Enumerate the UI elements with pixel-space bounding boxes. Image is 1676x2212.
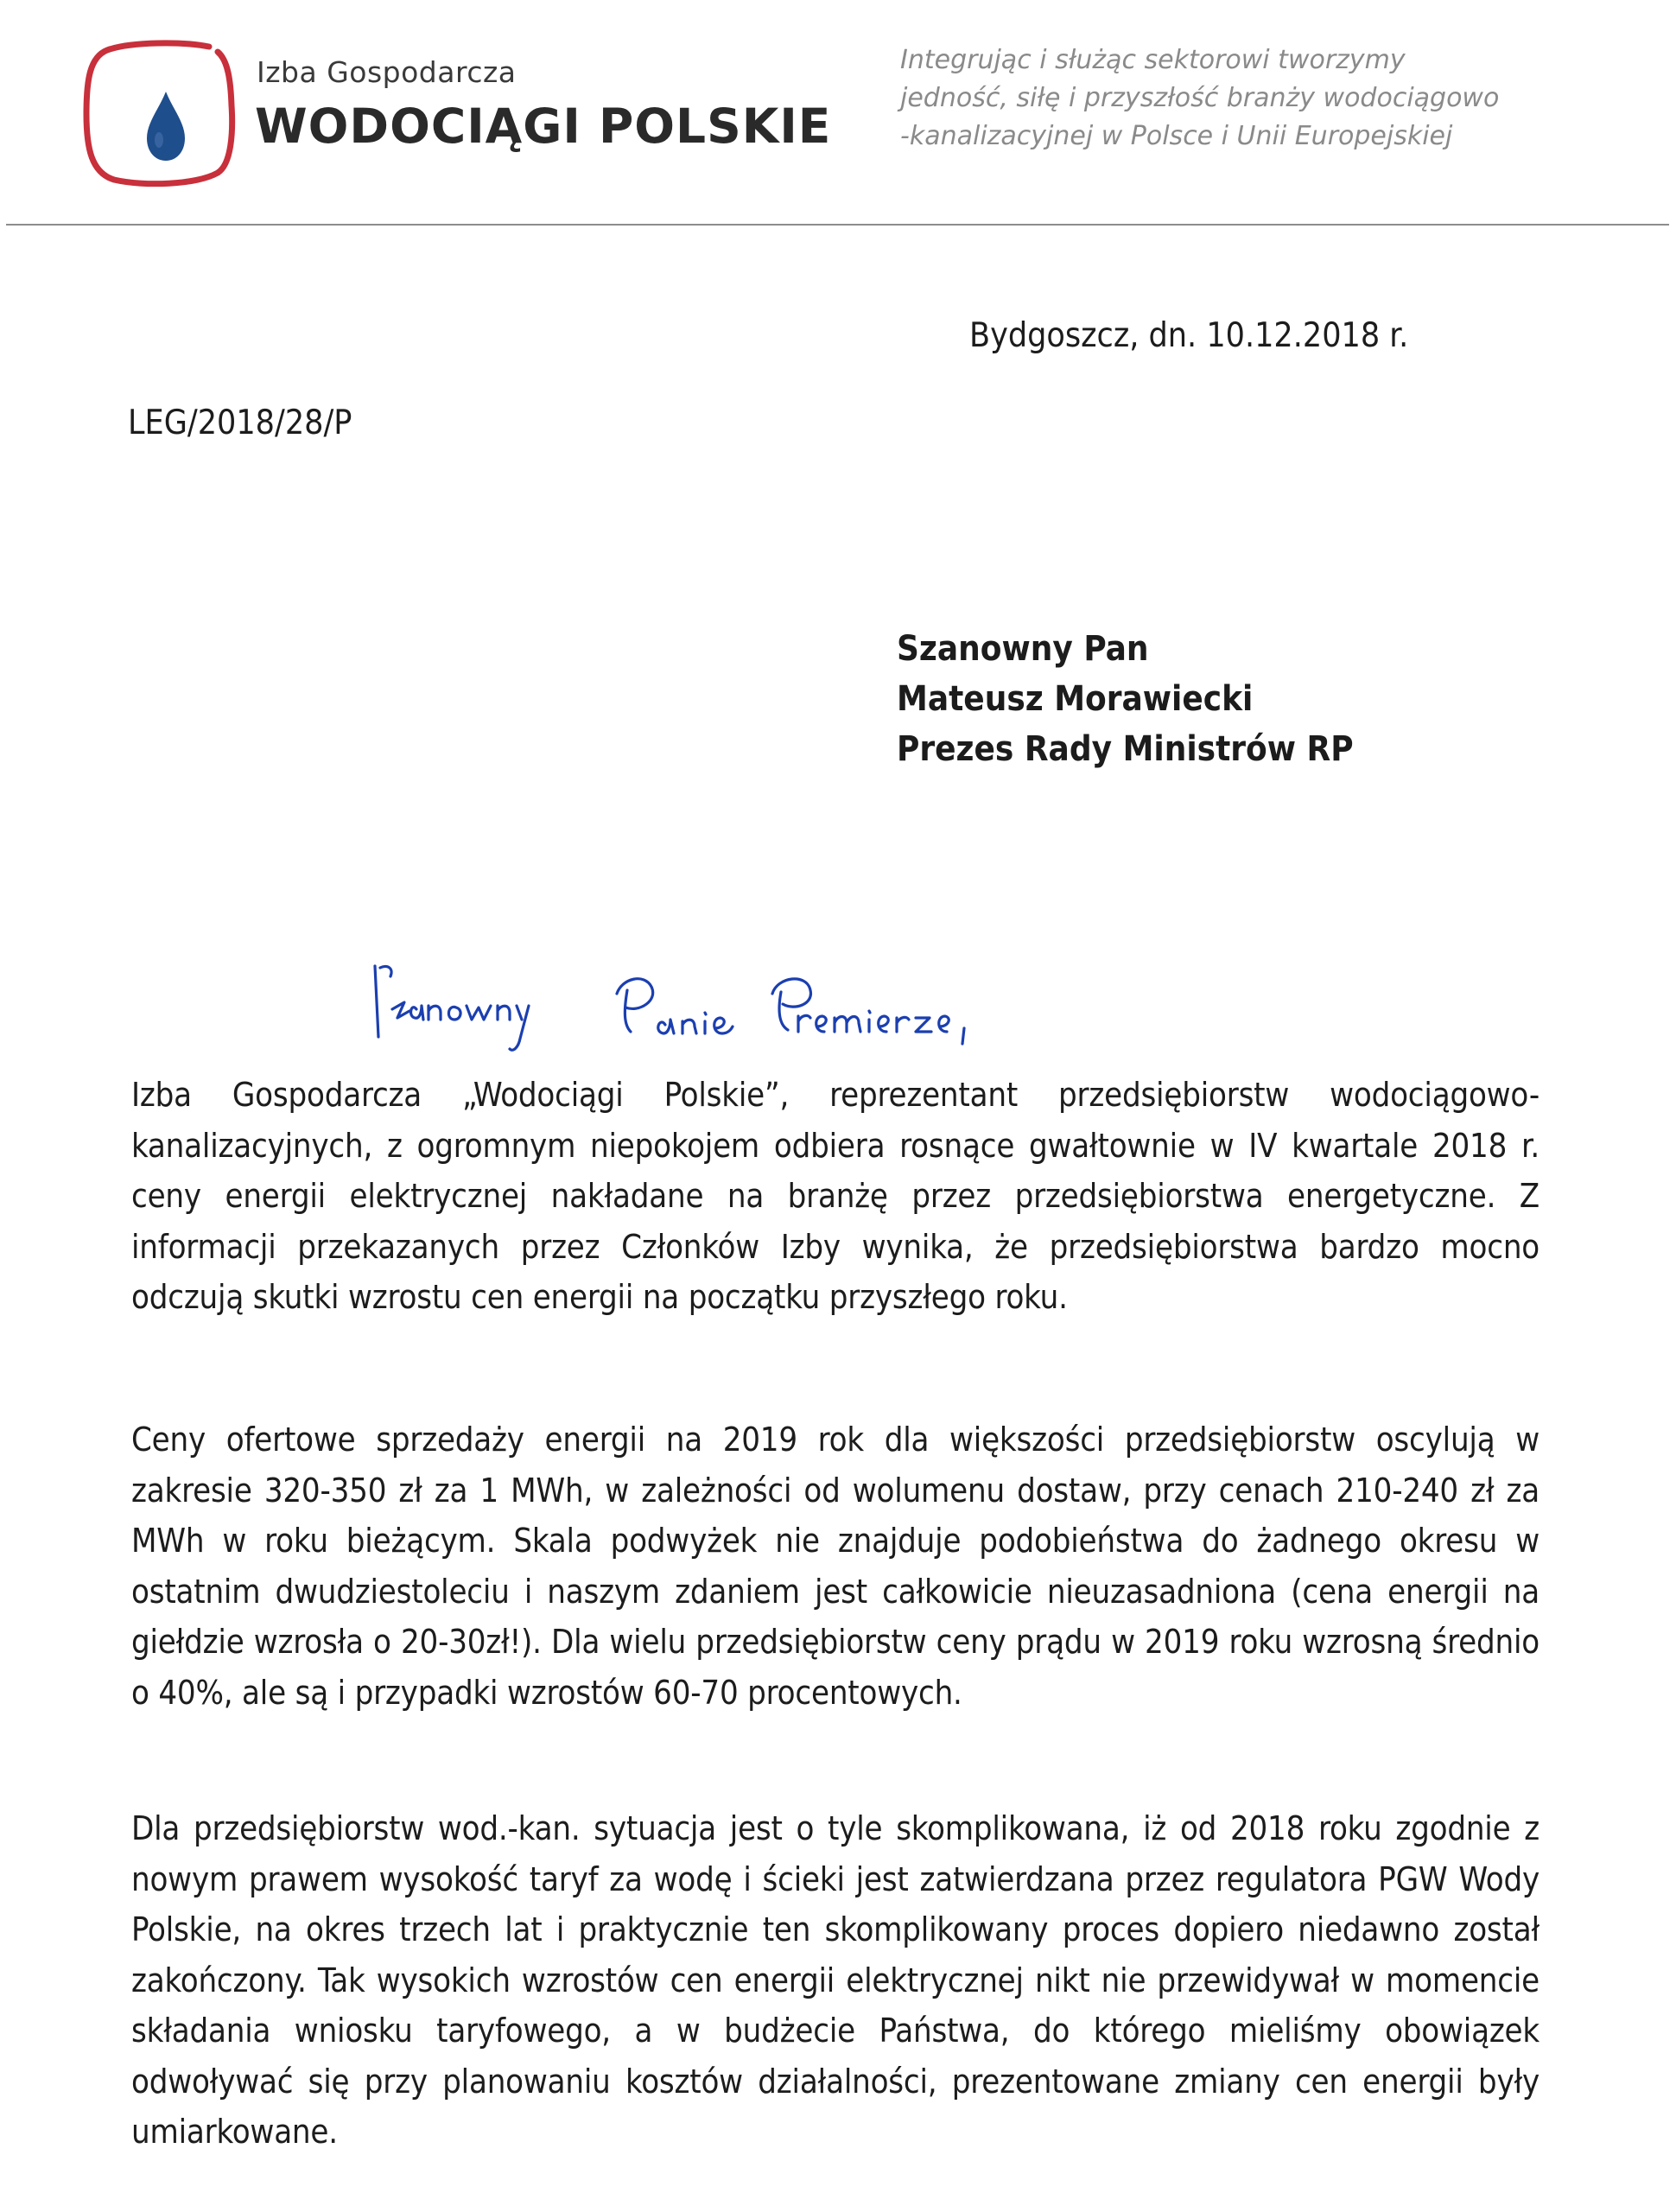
place-date: Bydgoszcz, dn. 10.12.2018 r.	[969, 316, 1409, 355]
letter-paragraph: Dla przedsiębiorstw wod.-kan. sytuacja jest o tyle skomplikowana, iż od 2018 roku zgodnie z nowym prawem wysokość taryf za wodę i ścieki jest zatwierdzana przez regulatora PGW Wody Polskie, na okres trzech lat i praktycznie ten skomplikowany proces dopiero niedawno został zakończony. Tak wysokich wzrostów cen energii elektrycznej nikt nie przewidywał w momencie składania wniosku taryfowego, a w budżecie Państwa, do którego mieliśmy obowiązek odwoływać się przy planowaniu kosztów działalności, prezentowane zmiany cen energii były umiarkowane.	[131, 1809, 1540, 2151]
reference-number: LEG/2018/28/P	[128, 404, 352, 442]
org-motto	[900, 41, 1522, 156]
handwritten-salutation	[366, 942, 1023, 1071]
motto-line: jedność, siłę i przyszłość branży wodociągowo	[900, 83, 1500, 113]
motto-line: Integrując i służąc sektorowi tworzymy	[900, 45, 1406, 75]
recipient-block	[897, 624, 1354, 774]
water-drop-icon	[147, 92, 185, 161]
header-divider	[6, 224, 1669, 226]
org-logo	[79, 36, 239, 188]
org-name: WODOCIĄGI POLSKIE	[255, 99, 832, 154]
recipient-line: Prezes Rady Ministrów RP	[897, 729, 1354, 769]
org-subname: Izba Gospodarcza	[257, 55, 517, 89]
recipient-line: Szanowny Pan	[897, 629, 1149, 669]
motto-line: -kanalizacyjnej w Polsce i Unii Europejskiej	[900, 121, 1453, 151]
letter-paragraph: Izba Gospodarcza „Wodociągi Polskie”, reprezentant przedsiębiorstw wodociągowo-kanalizacyjnych, z ogromnym niepokojem odbiera rosnące gwałtownie w IV kwartale 2018 r. ceny energii elektrycznej nakładane na branżę przez przedsiębiorstwa energetyczne. Z informacji przekazanych przez Członków Izby wynika, że przedsiębiorstwa bardzo mocno odczują skutki wzrostu cen energii na początku przyszłego roku.	[131, 1076, 1540, 1316]
recipient-line: Mateusz Morawiecki	[897, 679, 1254, 719]
letter-paragraph: Ceny ofertowe sprzedaży energii na 2019 rok dla większości przedsiębiorstw oscylują w zakresie 320-350 zł za 1 MWh, w zależności od wolumenu dostaw, przy cenach 210-240 zł za MWh w roku bieżącym. Skala podwyżek nie znajduje podobieństwa do żadnego okresu w ostatnim dwudziestoleciu i naszym zdaniem jest całkowicie nieuzasadniona (cena energii na giełdzie wzrosła o 20-30zł!). Dla wielu przedsiębiorstw ceny prądu w 2019 roku wzrosną średnio o 40%, ale są i przypadki wzrostów 60-70 procentowych.	[131, 1421, 1540, 1712]
